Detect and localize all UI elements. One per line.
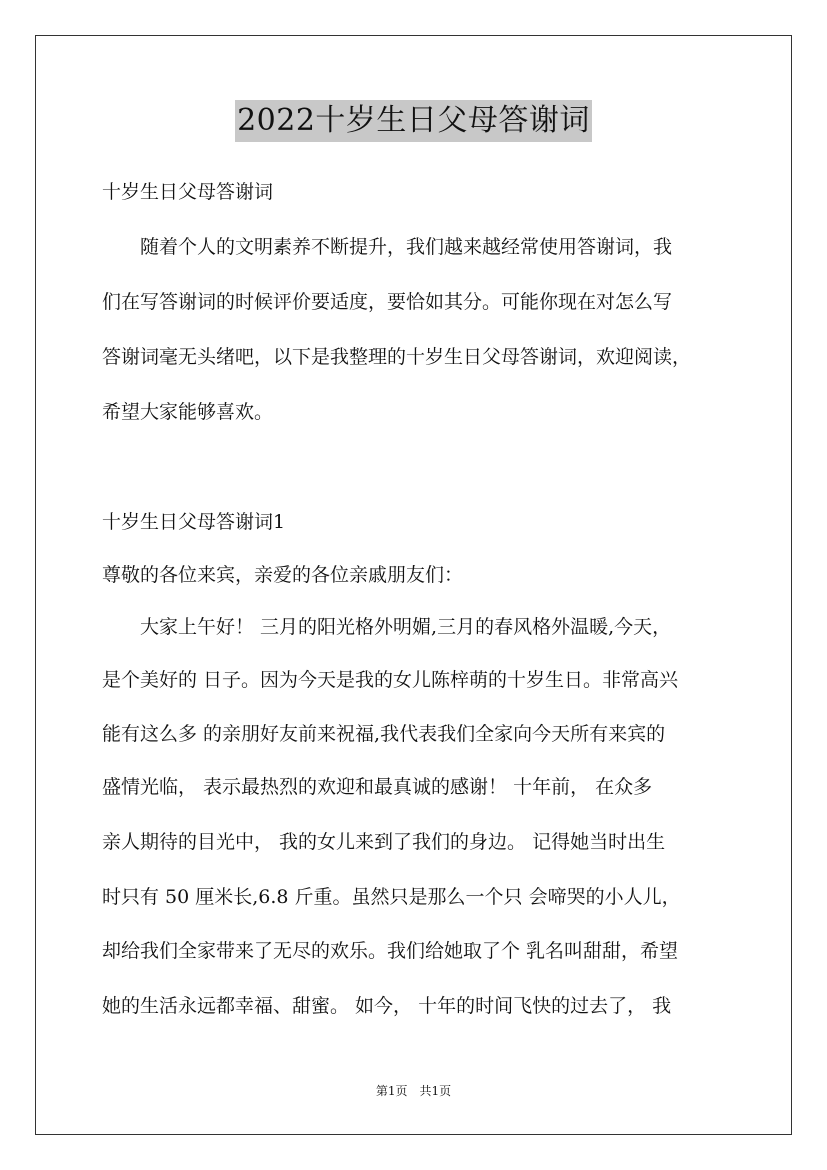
text-line: 是个美好的 日子。因为今天是我的女儿陈梓萌的十岁生日。非常高兴: [102, 669, 679, 691]
text-line: 她的生活永远都幸福、甜蜜。 如今， 十年的时间飞快的过去了， 我: [102, 995, 672, 1017]
text-line: 十岁生日父母答谢词: [102, 181, 274, 203]
text-line: 能有这么多 的亲朋好友前来祝福,我代表我们全家向今天所有来宾的: [102, 723, 666, 745]
title-container: [0, 100, 827, 142]
text-line: 尊敬的各位来宾，亲爱的各位亲戚朋友们：: [102, 564, 464, 586]
document-title: 2022十岁生日父母答谢词: [235, 100, 592, 142]
text-line: 时只有 50 厘米长,6.8 斤重。虽然只是那么一个只 会啼哭的小人儿，: [102, 886, 681, 908]
text-line: 们在写答谢词的时候评价要适度，要恰如其分。可能你现在对怎么写: [102, 291, 673, 313]
text-line: 答谢词毫无头绪吧，以下是我整理的十岁生日父母答谢词，欢迎阅读，: [102, 346, 692, 368]
page-footer: 第1页 共1页: [375, 1084, 452, 1098]
text-line: 亲人期待的目光中， 我的女儿来到了我们的身边。 记得她当时出生: [102, 831, 666, 853]
text-line: 希望大家能够喜欢。: [102, 401, 274, 423]
text-line: 随着个人的文明素养不断提升，我们越来越经常使用答谢词，我: [102, 236, 673, 258]
text-line: 盛情光临， 表示最热烈的欢迎和最真诚的感谢！ 十年前， 在众多: [102, 776, 653, 798]
text-line: 大家上午好！ 三月的阳光格外明媚,三月的春风格外温暖,今天，: [102, 616, 672, 638]
text-line: 十岁生日父母答谢词1: [102, 511, 286, 533]
text-line: 却给我们全家带来了无尽的欢乐。我们给她取了个 乳名叫甜甜，希望: [102, 940, 679, 962]
